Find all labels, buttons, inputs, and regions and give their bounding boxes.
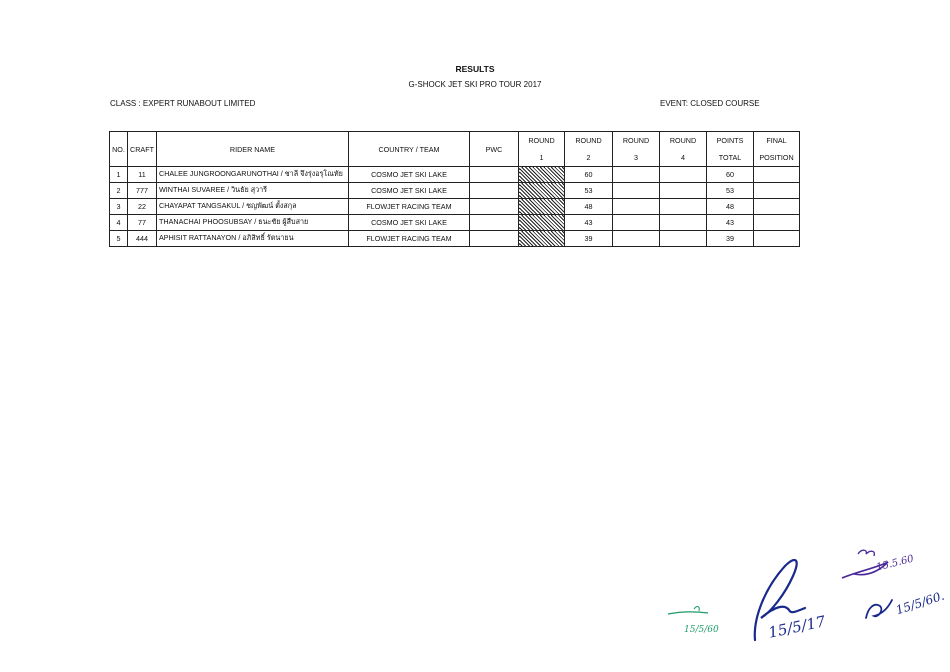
header-final-label: FINAL <box>766 136 787 145</box>
results-table <box>109 131 800 247</box>
cell-round-2: 39 <box>565 231 613 247</box>
cell-pwc <box>470 231 519 247</box>
header-country-team: COUNTRY / TEAM <box>349 132 470 167</box>
cell-points-total: 60 <box>707 167 754 183</box>
cell-points-total: 48 <box>707 199 754 215</box>
header-rider-name: RIDER NAME <box>157 132 349 167</box>
cell-round-3 <box>613 183 660 199</box>
header-round-4-label: ROUND <box>669 136 697 145</box>
cell-rider: CHALEE JUNGROONGARUNOTHAI / ชาลี จึงรุ่งอรุโณทัย <box>157 167 349 183</box>
header-total-label: TOTAL <box>718 153 742 162</box>
cell-team: COSMO JET SKI LAKE <box>349 215 470 231</box>
cell-craft: 444 <box>128 231 157 247</box>
event-label: EVENT: CLOSED COURSE <box>660 99 760 108</box>
cell-round-2: 48 <box>565 199 613 215</box>
cell-craft: 11 <box>128 167 157 183</box>
cell-rider: CHAYAPAT TANGSAKUL / ชญพัฒน์ ตั้งสกุล <box>157 199 349 215</box>
header-round-2-label: ROUND <box>575 136 602 145</box>
cell-round-4 <box>660 167 707 183</box>
cell-rider: WINTHAI SUVAREE / วินธัย สุวารี <box>157 183 349 199</box>
cell-rider: APHISIT RATTANAYON / อภิสิทธิ์ รัตนายน <box>157 231 349 247</box>
header-pwc: PWC <box>470 132 519 167</box>
header-craft: CRAFT <box>128 132 157 167</box>
cell-round-4 <box>660 183 707 199</box>
cell-no: 1 <box>110 167 128 183</box>
cell-points-total: 43 <box>707 215 754 231</box>
header-round-1-number: 1 <box>539 153 544 162</box>
header-round-3 <box>613 132 660 167</box>
cell-round-2: 53 <box>565 183 613 199</box>
cell-final-position <box>754 231 800 247</box>
cell-round-2: 43 <box>565 215 613 231</box>
cell-pwc <box>470 183 519 199</box>
cell-craft: 77 <box>128 215 157 231</box>
green-signature-date: 15/5/60 <box>684 625 719 635</box>
cell-pwc <box>470 167 519 183</box>
blue-signature-date: 15/5/17 <box>766 612 828 642</box>
cell-no: 5 <box>110 231 128 247</box>
cell-points-total: 53 <box>707 183 754 199</box>
cell-round-3 <box>613 167 660 183</box>
header-round-2-number: 2 <box>586 153 591 162</box>
header-round-2 <box>565 132 613 167</box>
header-row <box>110 132 800 167</box>
cell-rider: THANACHAI PHOOSUBSAY / ธนะชัย ผู้สืบสาย <box>157 215 349 231</box>
table-row <box>110 167 800 183</box>
cell-team: FLOWJET RACING TEAM <box>349 199 470 215</box>
cell-craft: 22 <box>128 199 157 215</box>
header-round-3-number: 3 <box>634 153 638 162</box>
cell-round-2: 60 <box>565 167 613 183</box>
cell-round-1-hatched <box>519 183 565 199</box>
cell-round-3 <box>613 215 660 231</box>
cell-final-position <box>754 199 800 215</box>
header-final-position <box>754 132 800 167</box>
cell-pwc <box>470 199 519 215</box>
cell-round-4 <box>660 231 707 247</box>
header-round-4 <box>660 132 707 167</box>
cell-no: 3 <box>110 199 128 215</box>
cell-no: 2 <box>110 183 128 199</box>
table-row <box>110 215 800 231</box>
cell-craft: 777 <box>128 183 157 199</box>
cell-round-1-hatched <box>519 215 565 231</box>
cell-team: COSMO JET SKI LAKE <box>349 183 470 199</box>
cell-points-total: 39 <box>707 231 754 247</box>
right-signature-date: 15/5/60. <box>894 588 947 618</box>
cell-round-4 <box>660 199 707 215</box>
header-points-label: POINTS <box>716 136 744 145</box>
cell-final-position <box>754 167 800 183</box>
cell-team: COSMO JET SKI LAKE <box>349 167 470 183</box>
cell-round-4 <box>660 215 707 231</box>
cell-team: FLOWJET RACING TEAM <box>349 231 470 247</box>
header-round-3-label: ROUND <box>622 136 650 145</box>
header-round-1-label: ROUND <box>528 136 555 145</box>
cell-round-1-hatched <box>519 167 565 183</box>
class-label: CLASS : EXPERT RUNABOUT LIMITED <box>110 99 256 108</box>
header-round-1 <box>519 132 565 167</box>
cell-round-3 <box>613 199 660 215</box>
cell-pwc <box>470 215 519 231</box>
results-title: RESULTS <box>455 64 495 74</box>
header-position-label: POSITION <box>759 153 794 162</box>
cell-round-3 <box>613 231 660 247</box>
cell-final-position <box>754 183 800 199</box>
header-no: NO. <box>110 132 128 167</box>
table-row <box>110 231 800 247</box>
header-points-total <box>707 132 754 167</box>
cell-round-1-hatched <box>519 231 565 247</box>
table-row <box>110 183 800 199</box>
cell-final-position <box>754 215 800 231</box>
right-signature-icon <box>860 588 900 628</box>
cell-round-1-hatched <box>519 199 565 215</box>
cell-no: 4 <box>110 215 128 231</box>
table-row <box>110 199 800 215</box>
purple-signature-top-date: 15.5.60 <box>875 553 915 574</box>
event-subtitle: G-SHOCK JET SKI PRO TOUR 2017 <box>408 80 542 89</box>
header-round-4-number: 4 <box>681 153 685 162</box>
